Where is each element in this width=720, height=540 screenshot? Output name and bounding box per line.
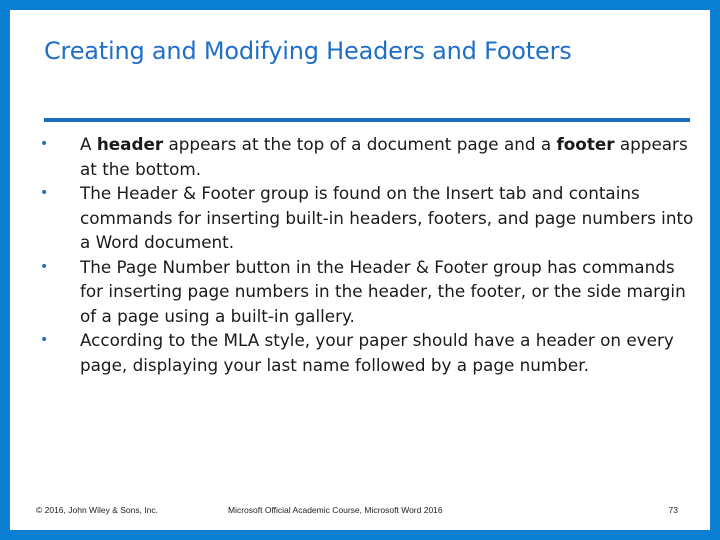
bullet-icon: • — [40, 332, 49, 348]
bullet-item — [36, 132, 696, 181]
slide-title: Creating and Modifying Headers and Footers — [44, 37, 572, 65]
footer-page-number: 73 — [668, 505, 678, 515]
bullet-item — [36, 255, 696, 329]
bold-term: header — [96, 134, 164, 154]
bullet-text: The Page Number button in the Header & Footer group has commands for inserting page numbers in the header, the footer, or the side margin of a page using a built-in gallery. — [80, 256, 686, 326]
title-divider — [44, 118, 690, 122]
bullet-text: A — [80, 134, 97, 154]
bullet-item — [36, 328, 696, 377]
bold-term: footer — [556, 134, 615, 154]
bullet-text: According to the MLA style, your paper should have a header on every page, displaying your last name followed by a page number. — [80, 330, 674, 375]
bullet-item — [36, 181, 696, 255]
footer-copyright: © 2016, John Wiley & Sons, Inc. — [36, 505, 159, 515]
bullet-icon: • — [40, 136, 49, 152]
bullet-list — [36, 132, 696, 377]
bullet-text: appears at the bottom. — [80, 134, 688, 179]
bullet-text: The Header & Footer group is found on the Insert tab and contains commands for inserting built-in headers, footers, and page numbers into a Word document. — [80, 183, 694, 252]
bullet-text: appears at the top of a document page and a — [163, 134, 557, 154]
bullet-icon: • — [40, 185, 49, 201]
footer-course: Microsoft Official Academic Course, Microsoft Word 2016 — [228, 505, 443, 515]
bullet-icon: • — [40, 258, 49, 275]
